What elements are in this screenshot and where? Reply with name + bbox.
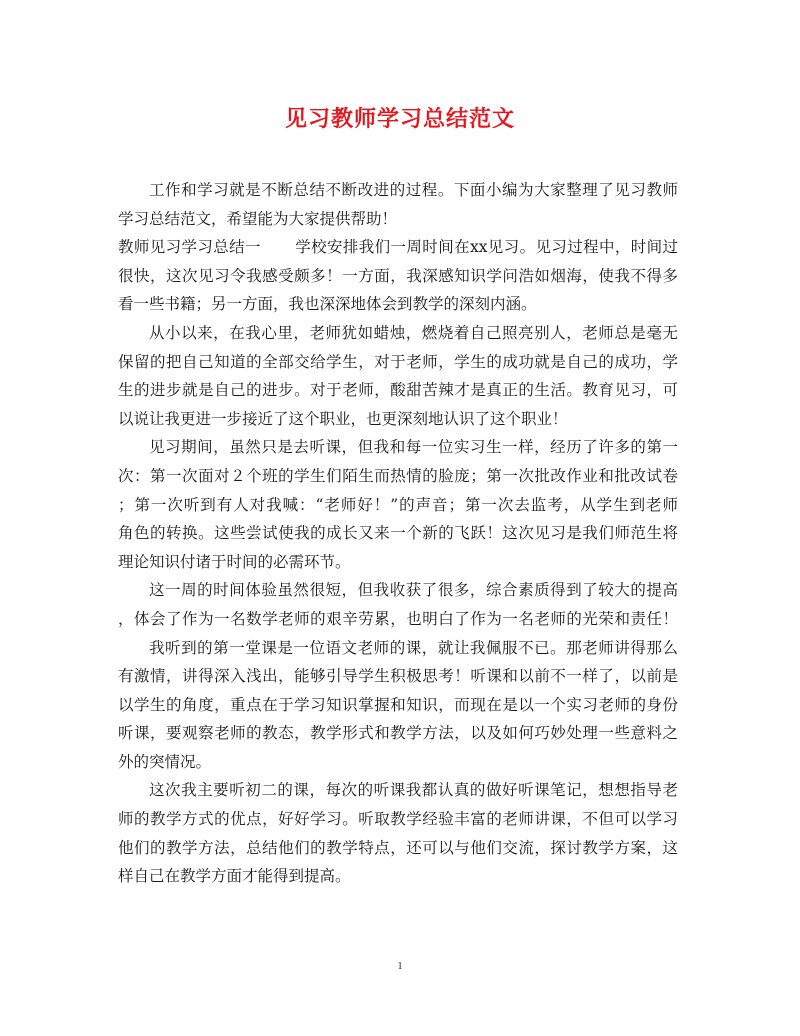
- line-text: 看一些书籍；另一方面，我也深深地体会到教学的深刻内涵。: [118, 295, 537, 314]
- text-line: [118, 262, 678, 291]
- line-text: 以学生的角度，重点在于学习知识掌握和知识，而现在是以一个实习老师的身份: [118, 695, 678, 714]
- line-text: 外的突情况。: [118, 752, 212, 771]
- text-line: [118, 548, 678, 577]
- line-text: 学校安排我们一周时间在xx见习。见习过程中，时间过: [294, 238, 678, 257]
- line-text: 从小以来，在我心里，老师犹如蜡烛，燃烧着自己照亮别人，老师总是毫无: [149, 323, 678, 342]
- text-line: [118, 376, 678, 405]
- text-line: [118, 290, 678, 319]
- section-heading: 教师见习学习总结一: [118, 238, 261, 257]
- text-line: [118, 205, 678, 234]
- text-line: [118, 176, 678, 205]
- line-text: 师的教学方式的优点，好好学习。听取教学经验丰富的老师讲课，不但可以学习: [118, 810, 678, 829]
- line-text: 角色的转换。这些尝试使我的成长又来一个新的飞跃！这次见习是我们师范生将: [118, 524, 678, 543]
- text-line: [118, 805, 678, 834]
- text-line: [118, 433, 678, 462]
- line-text: 以说让我更进一步接近了这个职业，也更深刻地认识了这个职业！: [118, 409, 568, 428]
- text-line: [118, 348, 678, 377]
- line-text: 有激情，讲得深入浅出，能够引导学生积极思考！听课和以前不一样了，以前是: [118, 667, 678, 686]
- line-text: 这次我主要听初二的课，每次的听课我都认真的做好听课笔记，想想指导老: [149, 781, 678, 800]
- text-line: [118, 748, 678, 777]
- line-text: 我听到的第一堂课是一位语文老师的课，就让我佩服不已。那老师讲得那么: [149, 638, 678, 657]
- text-line: [118, 662, 678, 691]
- document-body: [118, 176, 678, 891]
- line-text: 生的进步就是自己的进步。对于老师，酸甜苦辣才是真正的生活。教育见习，可: [118, 381, 678, 400]
- line-text: 次：第一次面对２个班的学生们陌生而热情的脸庞；第一次批改作业和批改试卷: [118, 466, 678, 485]
- line-text: 学习总结范文，希望能为大家提供帮助！: [118, 209, 398, 228]
- line-text: 很快，这次见习令我感受颇多！一方面，我深感知识学问浩如烟海，使我不得多: [118, 266, 678, 285]
- text-line: [118, 491, 678, 520]
- line-text: 工作和学习就是不断总结不断改进的过程。下面小编为大家整理了见习教师: [149, 181, 678, 199]
- text-line: [118, 719, 678, 748]
- text-line: [118, 776, 678, 805]
- text-line: [118, 576, 678, 605]
- text-line: [118, 462, 678, 491]
- page-number: 1: [397, 960, 403, 972]
- text-line: [118, 862, 678, 891]
- line-text: 样自己在教学方面才能得到提高。: [118, 867, 351, 886]
- text-line: [118, 834, 678, 863]
- line-text: 听课，要观察老师的教态，教学形式和教学方法，以及如何巧妙处理一些意料之: [118, 724, 678, 743]
- line-text: 见习期间，虽然只是去听课，但我和每一位实习生一样，经历了许多的第一: [149, 438, 678, 457]
- text-line: [118, 319, 678, 348]
- line-text: 这一周的时间体验虽然很短，但我收获了很多，综合素质得到了较大的提高: [149, 581, 678, 600]
- text-line: [118, 405, 678, 434]
- line-text: 理论知识付诸于时间的必需环节。: [118, 552, 351, 571]
- document-title: 见习教师学习总结范文: [284, 106, 515, 132]
- line-text: 他们的教学方法，总结他们的教学特点，还可以与他们交流，探讨教学方案，这: [118, 838, 678, 857]
- text-line: [118, 233, 678, 262]
- text-line: [118, 605, 678, 634]
- text-line: [118, 519, 678, 548]
- text-line: [118, 691, 678, 720]
- line-text: ；第一次听到有人对我喊：“老师好！”的声音；第一次去监考，从学生到老师: [118, 495, 678, 514]
- line-text: ，体会了作为一名数学老师的艰辛劳累，也明白了作为一名老师的光荣和责任！: [118, 609, 678, 628]
- line-text: 保留的把自己知道的全部交给学生，对于老师，学生的成功就是自己的成功，学: [118, 352, 678, 371]
- text-line: [118, 634, 678, 663]
